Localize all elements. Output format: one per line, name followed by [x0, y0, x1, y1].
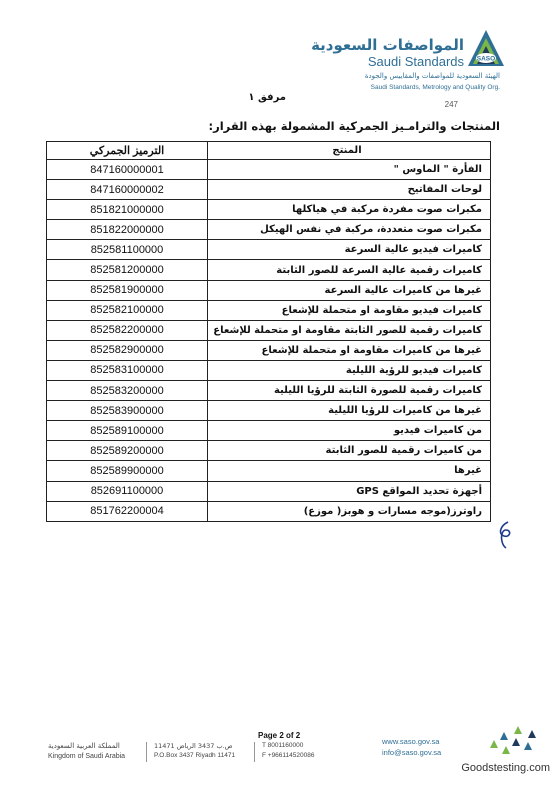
tariff-code-cell: 852691100000: [47, 481, 208, 501]
product-name-cell: غيرها من كاميرات مقاومة او متحملة للإشعاع: [208, 340, 491, 360]
product-name-cell: من كاميرات فيديو: [208, 421, 491, 441]
table-row: [47, 320, 491, 340]
product-name-cell: راوترز(موجه مسارات و هوبز( موزع): [208, 501, 491, 521]
logo-mark-text: SASO: [476, 55, 496, 63]
product-name-cell: أجهزة تحديد المواقع GPS: [208, 481, 491, 501]
product-name-cell: غيرها من كاميرات عالية السرعة: [208, 280, 491, 300]
footer-kingdom-english: Kingdom of Saudi Arabia: [48, 753, 126, 760]
footer-divider: [254, 742, 255, 762]
decorative-dots-icon: [488, 722, 538, 756]
tariff-code-cell: 852582100000: [47, 300, 208, 320]
product-name-cell: مكبرات صوت مفردة مركبة في هياكلها: [208, 200, 491, 220]
tariff-code-cell: 851822000000: [47, 220, 208, 240]
product-name-cell: كاميرات فيديو للرؤية الليلية: [208, 360, 491, 380]
product-name-cell: كاميرات فيديو مقاومة او متحملة للإشعاع: [208, 300, 491, 320]
tariff-code-cell: 852582900000: [47, 340, 208, 360]
table-row: [47, 441, 491, 461]
tariff-code-cell: 852589100000: [47, 421, 208, 441]
footer-address-english: P.O.Box 3437 Riyadh 11471: [154, 752, 236, 759]
signature-mark: [494, 520, 516, 550]
tariff-code-cell: 852589900000: [47, 461, 208, 481]
footer-fax: F +966114520086: [262, 752, 315, 759]
logo-arabic-text: المواصفات السعودية: [311, 36, 464, 54]
saso-logo-icon: [466, 28, 506, 72]
table-row: [47, 421, 491, 441]
tariff-code-cell: 852581100000: [47, 240, 208, 260]
tariff-code-cell: 852583200000: [47, 381, 208, 401]
footer-page-number: Page 2 of 2: [258, 731, 301, 740]
tariff-code-cell: 852582200000: [47, 320, 208, 340]
table-row: [47, 481, 491, 501]
org-name-english: Saudi Standards, Metrology and Quality Org.: [370, 84, 500, 91]
column-header-code: الترميز الجمركي: [47, 142, 208, 160]
table-row: [47, 300, 491, 320]
table-row: [47, 501, 491, 521]
tariff-code-cell: 852581200000: [47, 260, 208, 280]
table-body: [47, 160, 491, 522]
footer-website-link[interactable]: www.saso.gov.sa: [382, 737, 440, 746]
attachment-label: مرفق ١: [248, 92, 286, 103]
footer-telephone: T 8001160000: [262, 742, 304, 749]
footer-email-link[interactable]: info@saso.gov.sa: [382, 748, 442, 757]
product-name-cell: غيرها من كاميرات للرؤيا الليلية: [208, 401, 491, 421]
watermark-text: Goodstesting.com: [461, 762, 550, 774]
table-row: [47, 360, 491, 380]
products-tariff-table: [46, 141, 491, 522]
table-row: [47, 461, 491, 481]
table-row: [47, 160, 491, 180]
table-header-row: [47, 142, 491, 160]
table-row: [47, 401, 491, 421]
product-name-cell: غيرها: [208, 461, 491, 481]
tariff-code-cell: 847160000002: [47, 180, 208, 200]
table-row: [47, 240, 491, 260]
table-row: [47, 200, 491, 220]
table-row: [47, 280, 491, 300]
document-heading: المنتجات والترامـيز الجمركية المشمولة بهذه القرار:: [208, 119, 500, 133]
product-name-cell: كاميرات رقمية للصورة الثابتة للرؤيا الليلية: [208, 381, 491, 401]
table-row: [47, 180, 491, 200]
tariff-code-cell: 852583900000: [47, 401, 208, 421]
tariff-code-cell: 847160000001: [47, 160, 208, 180]
product-name-cell: الفأرة " الماوس ": [208, 160, 491, 180]
product-name-cell: كاميرات رقمية عالية السرعة للصور الثابتة: [208, 260, 491, 280]
org-name-arabic: الهيئة السعودية للمواصفات والمقاييس والجودة: [364, 72, 500, 80]
tariff-code-cell: 852589200000: [47, 441, 208, 461]
tariff-code-cell: 851821000000: [47, 200, 208, 220]
footer-address-arabic: ص.ب 3437 الرياض 11471: [154, 742, 233, 750]
table-row: [47, 381, 491, 401]
footer-divider: [146, 742, 147, 762]
product-name-cell: مكبرات صوت متعددة، مركبة في نفس الهيكل: [208, 220, 491, 240]
table-row: [47, 260, 491, 280]
page-reference-number: 247: [444, 100, 458, 109]
tariff-code-cell: 852583100000: [47, 360, 208, 380]
table-row: [47, 220, 491, 240]
footer-kingdom-arabic: المملكة العربية السعودية: [48, 742, 120, 750]
product-name-cell: من كاميرات رقمية للصور الثابتة: [208, 441, 491, 461]
tariff-code-cell: 852581900000: [47, 280, 208, 300]
product-name-cell: لوحات المفاتيح: [208, 180, 491, 200]
column-header-product: المنتج: [208, 142, 491, 160]
tariff-code-cell: 851762200004: [47, 501, 208, 521]
product-name-cell: كاميرات رقمية للصور الثابتة مقاومة او متحملة للإشعاع: [208, 320, 491, 340]
logo-english-text: Saudi Standards: [367, 54, 464, 69]
table-row: [47, 340, 491, 360]
product-name-cell: كاميرات فيديو عالية السرعة: [208, 240, 491, 260]
